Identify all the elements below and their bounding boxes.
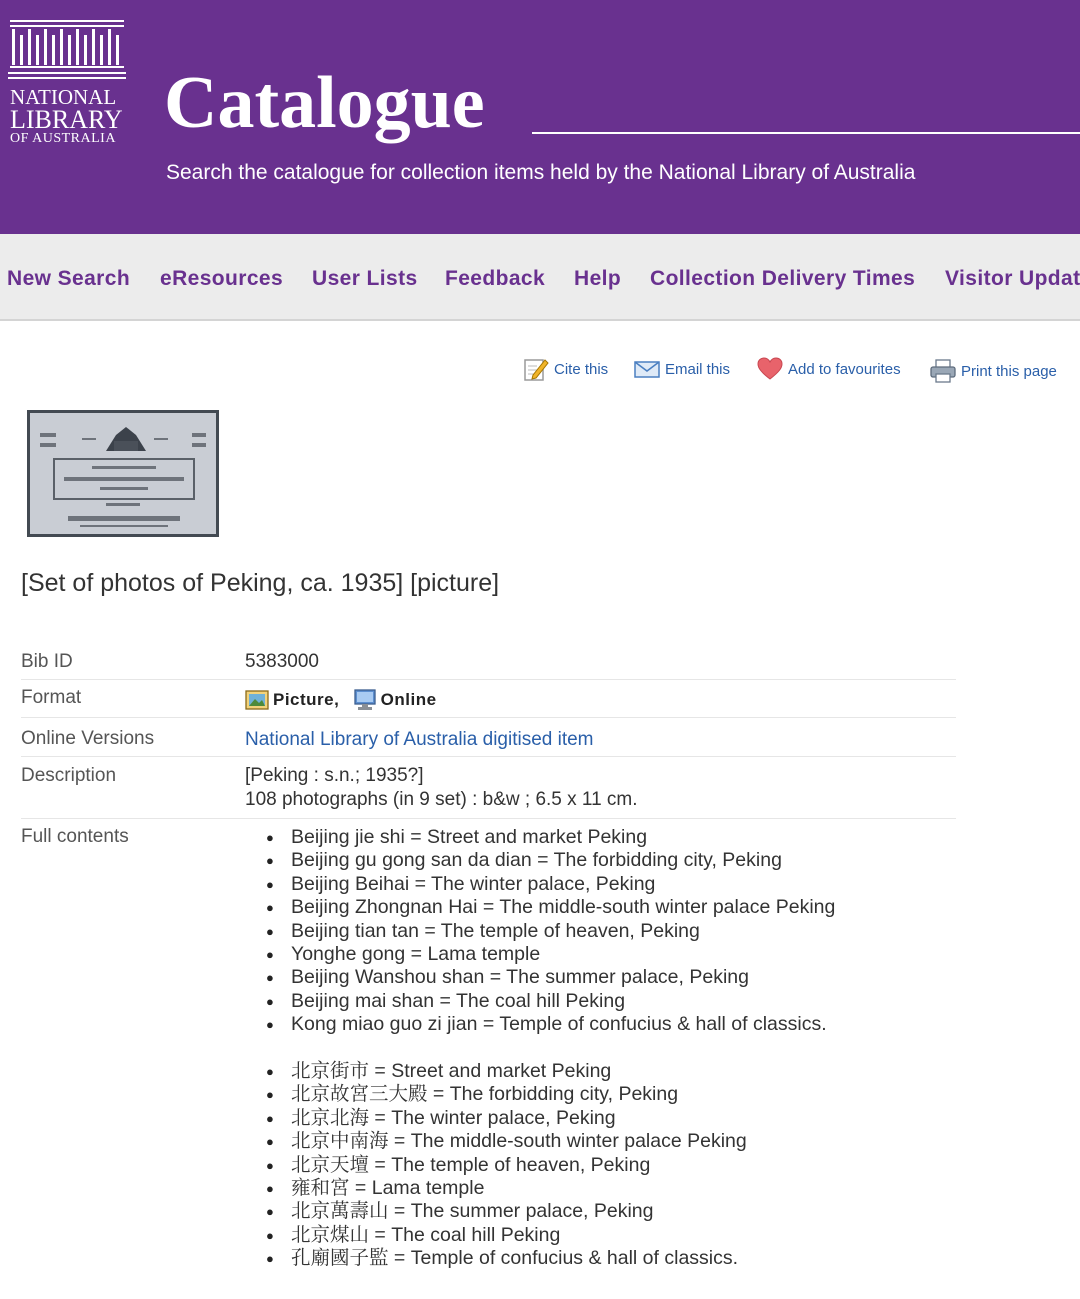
format-separator: , [334,690,340,709]
full-contents-label: Full contents [21,826,129,847]
list-item: ● 北京中南海 = The middle-south winter palace Peking [266,1130,747,1153]
cite-this-label: Cite this [554,360,609,378]
nav-help[interactable]: Help [574,267,622,290]
bib-id-label: Bib ID [21,651,73,672]
page-title: Catalogue [164,62,485,144]
list-item: ● 北京天壇 = The temple of heaven, Peking [266,1154,747,1177]
row-description [21,757,956,819]
item-thumbnail[interactable] [27,410,219,537]
cite-this-link[interactable] [523,355,608,383]
contents-list-chinese [266,1060,747,1271]
list-item: ● Beijing Wanshou shan = The summer palace, Peking [266,966,835,989]
list-item: ● Kong miao guo zi jian = Temple of confucius & hall of classics. [266,1013,835,1036]
format-online-label: Online [380,690,437,709]
list-item: ● Beijing mai shan = The coal hill Peking [266,990,835,1013]
print-this-page-link[interactable] [930,357,1057,385]
digitised-item-link[interactable]: National Library of Australia digitised item [245,729,594,750]
list-item: ● 北京故宮三大殿 = The forbidding city, Peking [266,1083,747,1106]
site-header [0,0,1080,234]
nav-eresources[interactable]: eResources [160,267,284,290]
main-nav [0,234,1080,321]
heart-icon [757,356,783,382]
format-value [245,688,437,718]
nav-feedback[interactable]: Feedback [445,267,546,290]
nav-collection-delivery-times[interactable]: Collection Delivery Times [650,267,916,290]
email-this-label: Email this [665,360,731,378]
list-item: ● Yonghe gong = Lama temple [266,943,835,966]
email-this-link[interactable] [634,355,730,383]
nav-new-search[interactable]: New Search [7,267,131,290]
description-value [245,764,638,812]
list-item: ● 孔廟國子監 = Temple of confucius & hall of classics. [266,1247,747,1270]
picture-icon [245,689,269,711]
printer-icon [930,358,956,384]
list-item: ● Beijing jie shi = Street and market Peking [266,826,835,849]
print-this-page-label: Print this page [961,362,1057,380]
logo-line-of-australia: OF AUSTRALIA [10,131,116,146]
page-subtitle: Search the catalogue for collection items held by the National Library of Australia [166,161,916,184]
format-picture-label: Picture [273,690,335,709]
monitor-icon [353,689,377,711]
list-item: ● Beijing Beihai = The winter palace, Peking [266,873,835,896]
format-label: Format [21,687,82,708]
list-item: ● Beijing Zhongnan Hai = The middle-south winter palace Peking [266,896,835,919]
row-bib-id [21,646,956,680]
bib-id-value: 5383000 [245,651,319,672]
list-item: ● 北京煤山 = The coal hill Peking [266,1224,747,1247]
add-to-favourites-link[interactable] [757,355,901,383]
title-divider [532,132,1080,134]
list-item: ● Beijing tian tan = The temple of heaven, Peking [266,920,835,943]
row-online-versions [21,718,956,757]
description-label: Description [21,765,117,786]
format-picture [245,688,339,712]
online-versions-label: Online Versions [21,728,155,749]
logo-line-national: NATIONAL [10,85,117,109]
add-to-favourites-label: Add to favourites [788,360,901,378]
nav-visitor-updates[interactable]: Visitor Updat [945,267,1080,290]
logo-line-library: LIBRARY [10,105,123,134]
description-line-2: 108 photographs (in 9 set) : b&w ; 6.5 x 11 cm. [245,789,638,810]
record-title: [Set of photos of Peking, ca. 1935] [picture] [21,569,500,597]
row-format [21,680,956,718]
nla-logo[interactable] [8,17,128,147]
pencil-note-icon [523,356,549,382]
format-online [353,688,437,712]
list-item: ● 北京萬壽山 = The summer palace, Peking [266,1200,747,1223]
list-item: ● 北京街市 = Street and market Peking [266,1060,747,1083]
list-item: ● Beijing gu gong san da dian = The forbidding city, Peking [266,849,835,872]
description-line-1: [Peking : s.n.; 1935?] [245,765,424,786]
library-building-icon [8,17,126,83]
contents-list-english [266,826,835,1037]
photo-folder-cover-image [30,413,216,534]
envelope-icon [634,356,660,382]
nav-user-lists[interactable]: User Lists [312,267,418,290]
list-item: ● 雍和宮 = Lama temple [266,1177,747,1200]
list-item: ● 北京北海 = The winter palace, Peking [266,1107,747,1130]
